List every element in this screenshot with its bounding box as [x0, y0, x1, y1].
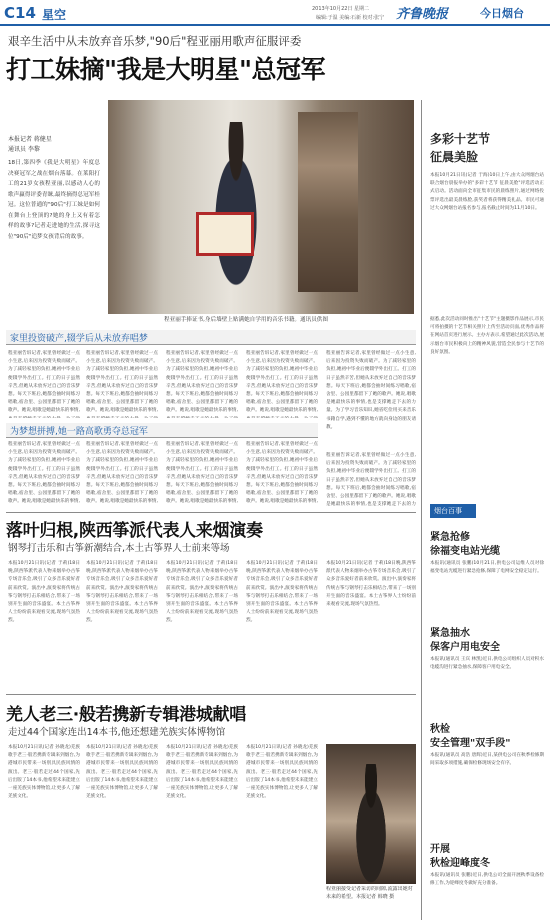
story3-rule	[6, 694, 416, 695]
story1-col8: 程亚丽告诉记者,家里曾经做过一点小生意,后来因为投资失败而破产。为了减轻家里的负担,她初中毕业后便辍学外出打工。打工的日子虽然辛苦,但她从未放弃过自己的音乐梦想。每天下班后,她都会抽时间练习唱歌,宿舍里、公园里都留下了她的歌声。她说,唱歌是她最快乐的事情,	[166, 442, 238, 505]
story2-col4: 本报10月21日讯(记者 于莉)18日晚,陕西筝派代表人物来烟举办古筝专场音乐会,吸引了众多音乐爱好者前来欣赏。演出中,演奏家将传统古筝与钢琴打击乐相结合,带来了一场别开生面的音乐盛宴。本土古筝界人士纷纷前来观看交流,现场气氛热烈。	[246, 561, 318, 624]
story1-lead: 18日,第四季《我是大明星》年度总决赛冠军之战在烟台落幕。在莱阳打工的21岁女孩程亚丽,以感动人心的歌声赢得评委青睐,最终摘得总冠军桂冠。这位普通的"90后"打工妹是如何在舞台上登顶的?她的身上又有着怎样的故事?记者走进她的生活,探寻这位"90后"追梦女孩背后的故事。	[8, 160, 100, 240]
story1-col6: 程亚丽告诉记者,家里曾经做过一点小生意,后来因为投资失败而破产。为了减轻家里的负担,她初中毕业后便辍学外出打工。打工的日子虽然辛苦,但她从未放弃过自己的音乐梦想。每天下班后,她都会抽时间练习唱歌,宿舍里、公园里都留下了她的歌声。她说,唱歌是她最快乐的事情,	[8, 442, 80, 505]
sidebar-title2: 征晨美脸	[430, 150, 479, 164]
brief3-title2: 安全管理"双手段"	[430, 738, 511, 749]
brief4-title2: 秋检迎峰度冬	[430, 858, 490, 869]
brief2-text: 本报讯(通讯员 王宾 林凯)近日,供电公司组织人员对积水电缆沟进行紧急抽水,保障客户用电安全。	[430, 657, 544, 671]
story1-col7: 程亚丽告诉记者,家里曾经做过一点小生意,后来因为投资失败而破产。为了减轻家里的负担,她初中毕业后便辍学外出打工。打工的日子虽然辛苦,但她从未放弃过自己的音乐梦想。每天下班后,她都会抽时间练习唱歌,宿舍里、公园里都留下了她的歌声。她说,唱歌是她最快乐的事情,	[86, 442, 158, 505]
sidebar-divider	[421, 100, 422, 920]
story1-col3: 程亚丽告诉记者,家里曾经做过一点小生意,后来因为投资失败而破产。为了减轻家里的负担,她初中毕业后便辍学外出打工。打工的日子虽然辛苦,但她从未放弃过自己的音乐梦想。每天下班后,她都会抽时间练习唱歌,宿舍里、公园里都留下了她的歌声。她说,唱歌是她最快乐的事情,	[166, 351, 238, 414]
story1-col2: 程亚丽告诉记者,家里曾经做过一点小生意,后来因为投资失败而破产。为了减轻家里的负担,她初中毕业后便辍学外出打工。打工的日子虽然辛苦,但她从未放弃过自己的音乐梦想。每天下班后,她都会抽时间练习唱歌,宿舍里、公园里都留下了她的歌声。她说,唱歌是她最快乐的事情,	[86, 351, 158, 414]
story2-col5: 本报10月21日讯(记者 于莉)18日晚,陕西筝派代表人物来烟举办古筝专场音乐会,吸引了众多音乐爱好者前来欣赏。演出中,演奏家将传统古筝与钢琴打击乐相结合,带来了一场别开生面的音乐盛宴。本土古筝界人士纷纷前来观看交流,现场气氛热烈。	[326, 561, 416, 608]
brief4-title1: 开展	[430, 844, 450, 855]
date-line: 2013年10月22日 星期二	[312, 6, 370, 12]
story2-rule	[6, 512, 416, 513]
story1-photo	[108, 100, 414, 314]
section-name: 星空	[42, 8, 67, 22]
editor-line: 编辑:于温 美编:石新 校对:张宁	[316, 15, 385, 21]
story3-col1: 本报10月21日讯(记者 孙晓龙)羌族歌手老三·般若携新专辑来到烟台,为港城市民带来一场别具民族风情的演出。老三·般若走过44个国家,先后出版了14本书,他希望未来能建立一座羌族实体博物馆,让更多人了解羌族文化。	[8, 745, 80, 800]
brief2-title2: 保客户用电安全	[430, 642, 500, 653]
brief4-text: 本报讯(通讯员 张鹏)近日,供电公司全面开展秋季设备检修工作,为迎峰度冬做好充分准备。	[430, 873, 544, 887]
edition-name: 今日烟台	[480, 7, 524, 20]
story2-col1: 本报10月21日讯(记者 于莉)18日晚,陕西筝派代表人物来烟举办古筝专场音乐会,吸引了众多音乐爱好者前来欣赏。演出中,演奏家将传统古筝与钢琴打击乐相结合,带来了一场别开生面的音乐盛宴。本土古筝界人士纷纷前来观看交流,现场气氛热烈。	[8, 561, 80, 624]
brief1-title1: 紧急抢修	[430, 532, 470, 543]
story3-col3: 本报10月21日讯(记者 孙晓龙)羌族歌手老三·般若携新专辑来到烟台,为港城市民带来一场别具民族风情的演出。老三·般若走过44个国家,先后出版了14本书,他希望未来能建立一座羌族实体博物馆,让更多人了解羌族文化。	[166, 745, 238, 800]
story1-byline1: 本报记者 蒋健星	[8, 136, 52, 143]
story1-subhead2: 为梦想拼搏,她一路高歌勇夺总冠军	[10, 427, 148, 437]
story2-col3: 本报10月21日讯(记者 于莉)18日晚,陕西筝派代表人物来烟举办古筝专场音乐会,吸引了众多音乐爱好者前来欣赏。演出中,演奏家将传统古筝与钢琴打击乐相结合,带来了一场别开生面的音乐盛宴。本土古筝界人士纷纷前来观看交流,现场气氛热烈。	[166, 561, 238, 624]
brand-logo: 齐鲁晚报	[396, 7, 449, 22]
brief1-title2: 徐福变电站光缆	[430, 546, 500, 557]
brief3-title1: 秋检	[430, 724, 450, 735]
story1-col10: 程亚丽告诉记者,家里曾经做过一点小生意,后来因为投资失败而破产。为了减轻家里的负担,她初中毕业后便辍学外出打工。打工的日子虽然辛苦,但她从未放弃过自己的音乐梦想。每天下班后,她都会抽时间练习唱歌,宿舍里、公园里都留下了她的歌声。她说,唱歌是她最快乐的事情,也是支撑她走下去的力	[326, 453, 416, 507]
story1-subhead1: 家里投资破产,辍学后从未放弃唱梦	[10, 334, 148, 344]
brief2-title1: 紧急抽水	[430, 628, 470, 639]
story2-subhead: 钢琴打击乐和古筝新潮结合,本土古筝界人士前来等场	[8, 543, 230, 554]
story2-col2: 本报10月21日讯(记者 于莉)18日晚,陕西筝派代表人物来烟举办古筝专场音乐会,吸引了众多音乐爱好者前来欣赏。演出中,演奏家将传统古筝与钢琴打击乐相结合,带来了一场别开生面的音乐盛宴。本土古筝界人士纷纷前来观看交流,现场气氛热烈。	[86, 561, 158, 624]
story3-subhead: 走过44个国家连出14本书,他还想建羌族实体博物馆	[8, 727, 226, 738]
story3-photo-caption: 程亚丽接受记者采访的间隙,流露出她对未来的希望。本报记者 韩晓 摄	[326, 886, 413, 900]
sidebar-title1: 多彩十艺节	[430, 132, 491, 146]
brief3-text: 本报讯(通讯员 高浩 唐辉)近日,某供电公司在秋季检修期间采取多项措施,确保检修现场安全有序。	[430, 753, 544, 767]
story3-headline: 羌人老三·般若携新专辑港城献唱	[6, 705, 246, 725]
story3-col2: 本报10月21日讯(记者 孙晓龙)羌族歌手老三·般若携新专辑来到烟台,为港城市民带来一场别具民族风情的演出。老三·般若走过44个国家,先后出版了14本书,他希望未来能建立一座羌族实体博物馆,让更多人了解羌族文化。	[86, 745, 158, 800]
story3-photo	[326, 744, 416, 884]
story1-col5: 程亚丽告诉记者,家里曾经做过一点小生意,后来因为投资失败而破产。为了减轻家里的负担,她初中毕业后便辍学外出打工。打工的日子虽然辛苦,但她从未放弃过自己的音乐梦想。每天下班后,她都会抽时间练习唱歌,宿舍里、公园里都留下了她的歌声。她说,唱歌是她最快乐的事情,也是支撑她走下去的力量。为了学习音乐知识,她省吃俭用买来音乐书籍自学,遇到不懂的地方就向身边的朋友请教。	[326, 351, 416, 430]
story1-col1: 程亚丽告诉记者,家里曾经做过一点小生意,后来因为投资失败而破产。为了减轻家里的负担,她初中毕业后便辍学外出打工。打工的日子虽然辛苦,但她从未放弃过自己的音乐梦想。每天下班后,她都会抽时间练习唱歌,宿舍里、公园里都留下了她的歌声。她说,唱歌是她最快乐的事情,	[8, 351, 80, 414]
sidebar-text1: 本报10月21日讯(记者 于海)10日上午,由大众网烟台站联合烟台晨报举办的"多彩十艺节 征晨美脸"评选活动正式启动。活动面向全市征集市民的晨练照片,通过网络投票评选出最美晨练脸,获奖者将获得精美礼品。市民可通过大众网烟台站报名参与,报名截止时间为11月10日。	[430, 173, 544, 211]
page-header	[0, 0, 550, 26]
story2-headline: 落叶归根,陕西筝派代表人来烟演奏	[6, 521, 263, 541]
sidebar-text2: 据悉,此次活动同时推出"十艺节"主题摄影作品展示,市民可将拍摄的十艺节相关照片上传至活动页面,优秀作品将在网站首页进行展示。主办方表示,希望通过此次活动,展示烟台市民积极向上的精神风貌,营造全民参与十艺节的良好氛围。	[430, 317, 544, 355]
brief1-text: 本报讯(通讯员 张鹏)10月21日,供电公司运维人员对徐福变电站光缆进行紧急抢修,保障了电网安全稳定运行。	[430, 561, 544, 575]
story1-byline2: 通讯员 李黎	[8, 146, 40, 153]
story1-subhead2-bar	[6, 423, 318, 438]
story3-photo-figure	[348, 764, 394, 884]
story1-col4: 程亚丽告诉记者,家里曾经做过一点小生意,后来因为投资失败而破产。为了减轻家里的负担,她初中毕业后便辍学外出打工。打工的日子虽然辛苦,但她从未放弃过自己的音乐梦想。每天下班后,她都会抽时间练习唱歌,宿舍里、公园里都留下了她的歌声。她说,唱歌是她最快乐的事情,	[246, 351, 318, 414]
photo-shelf	[298, 112, 358, 292]
page-code: C14	[4, 4, 36, 22]
sidebar-photo-label: 烟台百事	[434, 507, 462, 515]
story1-subhead1-bar	[6, 330, 416, 345]
sidebar-photo-label-bar	[430, 504, 476, 518]
photo-certificate	[196, 212, 254, 256]
story1-headline: 打工妹摘"我是大明星"总冠军	[6, 55, 326, 84]
story1-col9: 程亚丽告诉记者,家里曾经做过一点小生意,后来因为投资失败而破产。为了减轻家里的负担,她初中毕业后便辍学外出打工。打工的日子虽然辛苦,但她从未放弃过自己的音乐梦想。每天下班后,她都会抽时间练习唱歌,宿舍里、公园里都留下了她的歌声。她说,唱歌是她最快乐的事情,	[246, 442, 318, 505]
header-rule	[0, 24, 550, 26]
story3-col4: 本报10月21日讯(记者 孙晓龙)羌族歌手老三·般若携新专辑来到烟台,为港城市民带来一场别具民族风情的演出。老三·般若走过44个国家,先后出版了14本书,他希望未来能建立一座羌族实体博物馆,让更多人了解羌族文化。	[246, 745, 318, 800]
story1-kicker: 艰辛生活中从未放弃音乐梦,"90后"程亚丽用歌声征服评委	[8, 34, 302, 48]
story1-photo-caption: 程亚丽手捧证书,身后墙壁上贴满她自学用的音乐书籍。通讯员供图	[164, 317, 328, 323]
